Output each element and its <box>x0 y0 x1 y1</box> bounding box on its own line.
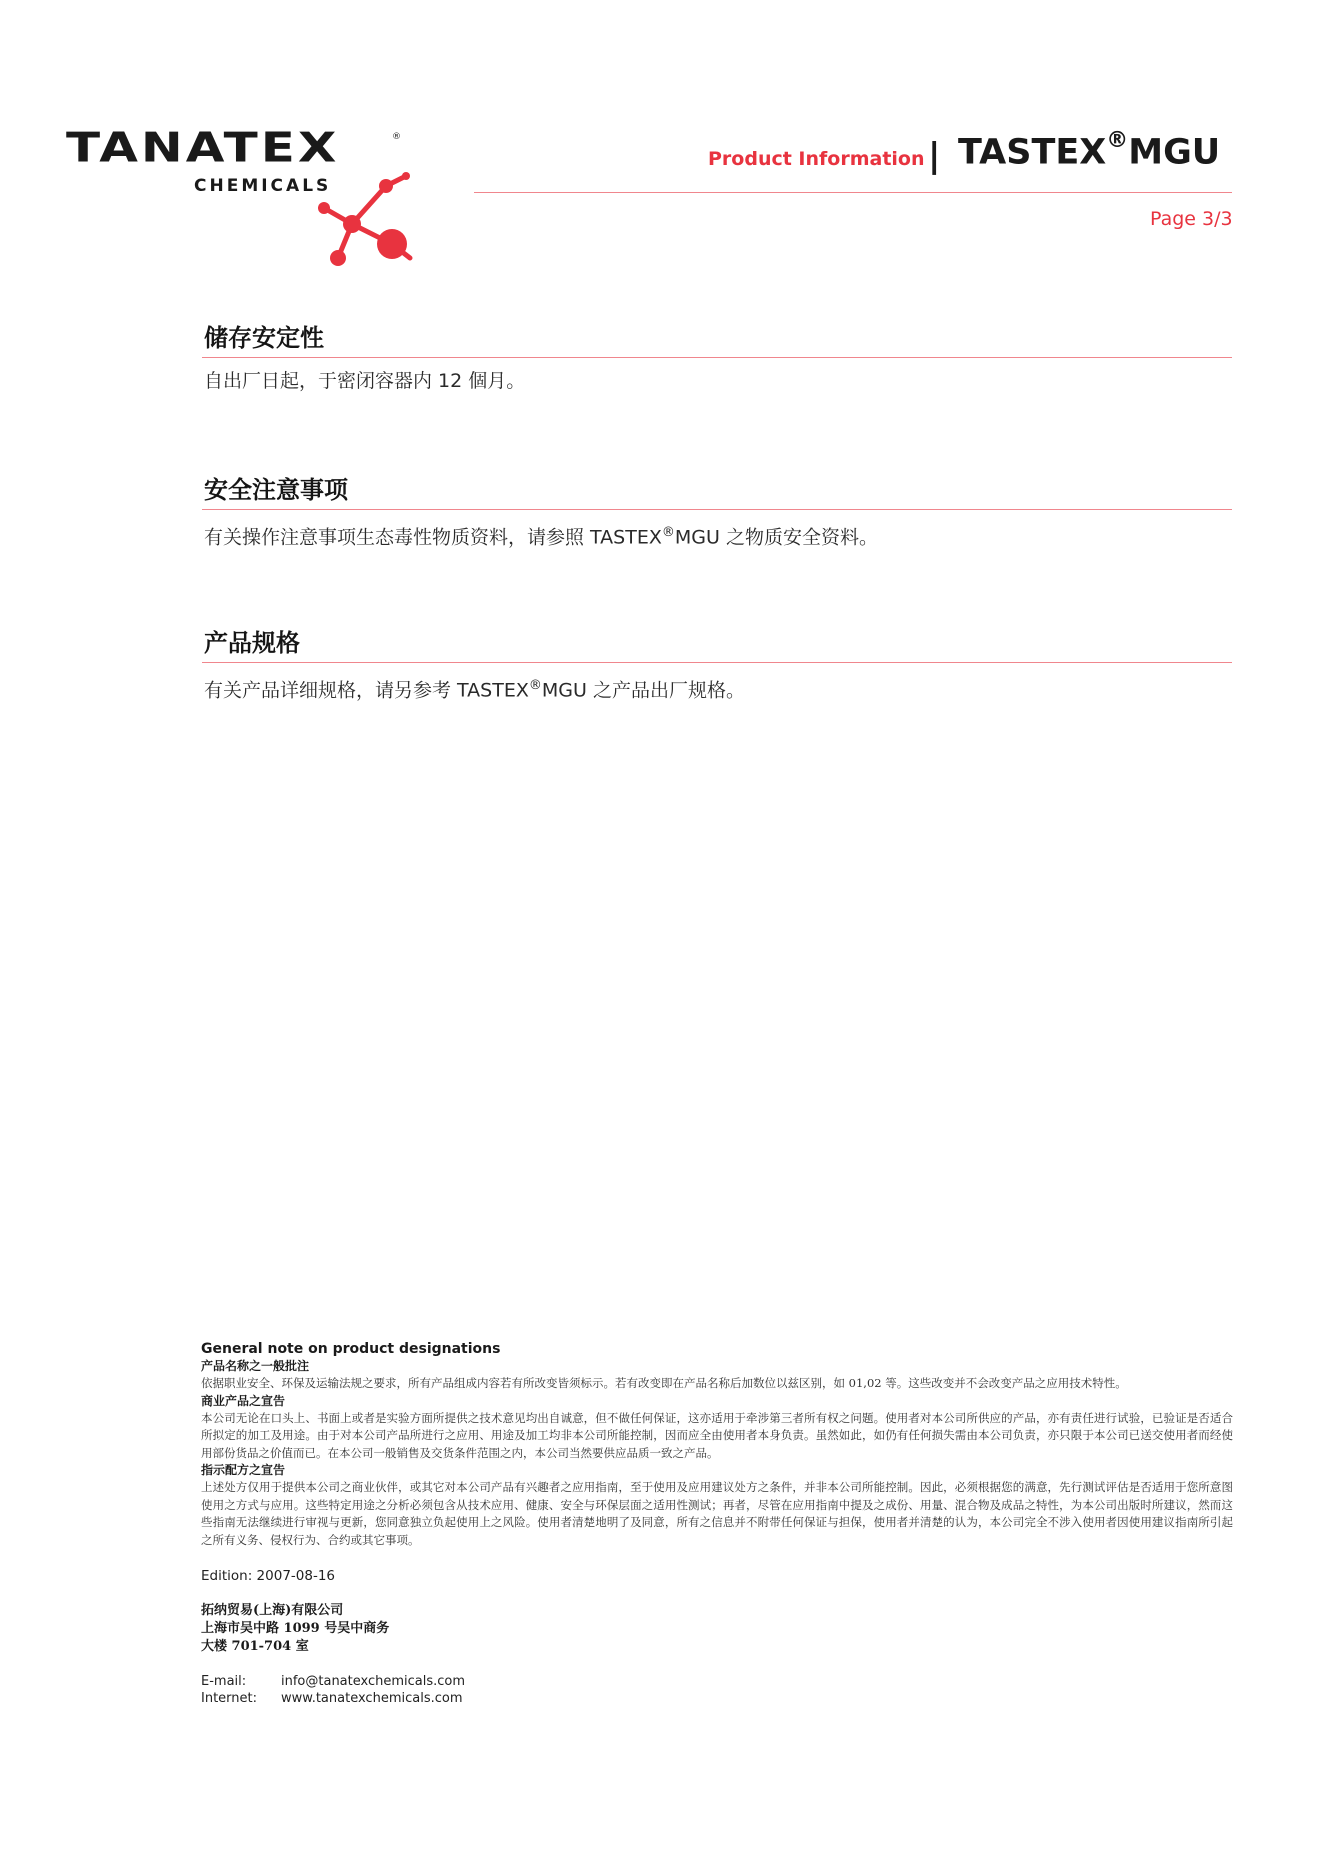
address-line-1: 上海市吴中路 1099 号吴中商务 <box>201 1621 390 1636</box>
internet-label: Internet: <box>201 1691 257 1706</box>
company-logo <box>62 118 422 268</box>
contact-info <box>201 1673 1233 1707</box>
header-rule <box>474 192 1232 193</box>
section-rule <box>202 662 1232 663</box>
section-title: 储存安定性 <box>204 323 324 352</box>
address-line-2: 大楼 701-704 室 <box>201 1639 309 1654</box>
company-address <box>201 1602 1233 1656</box>
page-number: Page 3/3 <box>1150 208 1233 230</box>
logo-registered-mark: ® <box>392 132 401 142</box>
note-paragraph-3: 上述处方仅用于提供本公司之商业伙伴，或其它对本公司产品有兴趣者之应用指南，至于使用及应用建议处方之条件，并非本公司所能控制。因此，必须根据您的满意，先行测试评估是否适用于您所意图使用之方式与应用。这些特定用途之分析必须包含从技术应用、健康、安全与环保层面之适用性测试；再者，尽管在应用指南中提及之成份、用量、混合物及成品之特性，为本公司出版时所建议，然而这些指南无法继续进行审视与更新，您同意独立负起使用上之风险。使用者清楚地明了及同意，所有之信息并不附带任何保证与担保，使用者并清楚的认为，本公司完全不涉入使用者因使用建议指南所引起之所有义务、侵权行为、合约或其它事项。 <box>201 1480 1233 1547</box>
logo-subtitle: CHEMICALS <box>194 176 332 196</box>
email-link[interactable]: info@tanatexchemicals.com <box>281 1674 466 1689</box>
general-note-heading: General note on product designations <box>201 1341 501 1357</box>
note-paragraph-1: 依据职业安全、环保及运输法规之要求，所有产品组成内容若有所改变皆须标示。若有改变即在产品名称后加数位以兹区别，如 01,02 等。这些改变并不会改变产品之应用技术特性。 <box>201 1376 1127 1390</box>
section-body <box>202 520 1232 550</box>
section-body <box>202 673 1232 703</box>
molecule-icon <box>302 166 422 276</box>
body-product-suffix: MGU <box>541 679 587 702</box>
product-title <box>958 128 1221 173</box>
body-product-name: TASTEX <box>457 679 529 702</box>
note-paragraph-2: 本公司无论在口头上、书面上或者是实验方面所提供之技术意见均出自诚意，但不做任何保证，这亦适用于牵涉第三者所有权之问题。使用者对本公司所供应的产品，亦有责任进行试验，已验证是否适合所拟定的加工及用途。由于对本公司产品所进行之应用、用途及加工均非本公司所能控制，因而应全由使用者本身负责。虽然如此，如仍有任何损失需由本公司负责，亦只限于本公司已送交使用者而经使用部份货品之价值而已。在本公司一般销售及交货条件范围之内，本公司当然要供应品质一致之产品。 <box>201 1410 1233 1460</box>
section-title: 产品规格 <box>204 628 300 657</box>
section-body <box>202 368 1232 394</box>
header-separator: | <box>928 136 941 176</box>
body-text-end: 個月。 <box>468 370 526 392</box>
product-name: TASTEX <box>958 132 1107 173</box>
email-label: E-mail: <box>201 1674 247 1689</box>
section-safety-precautions <box>202 475 1232 550</box>
body-product-name: TASTEX <box>590 526 662 549</box>
product-information-label: Product Information <box>708 148 925 170</box>
body-text: 有关产品详细规格，请另参考 <box>204 679 458 702</box>
edition-date: Edition: 2007-08-16 <box>201 1568 336 1584</box>
body-product-suffix: MGU <box>674 526 720 549</box>
section-storage-stability <box>202 323 1232 394</box>
note-subheading-2: 商业产品之宣告 <box>201 1393 286 1408</box>
body-text-end: 之产品出厂规格。 <box>586 679 745 702</box>
section-title: 安全注意事项 <box>204 475 348 504</box>
body-number: 12 <box>432 370 469 392</box>
company-name: 拓纳贸易(上海)有限公司 <box>201 1603 344 1618</box>
note-subheading-1: 产品名称之一般批注 <box>201 1359 310 1373</box>
body-text: 有关操作注意事项生态毒性物质资料，请参照 <box>204 526 591 549</box>
logo-wordmark: TANATEX <box>66 124 340 172</box>
section-product-specification <box>202 628 1232 703</box>
section-rule <box>202 509 1232 510</box>
body-registered-mark: ® <box>661 525 675 540</box>
product-suffix: MGU <box>1128 132 1221 173</box>
body-text-end: 之物质安全资料。 <box>719 526 878 549</box>
footer-notes <box>201 1340 1233 1707</box>
body-text: 自出厂日起，于密闭容器内 <box>204 370 433 392</box>
body-registered-mark: ® <box>528 678 542 693</box>
section-rule <box>202 357 1232 358</box>
website-link[interactable]: www.tanatexchemicals.com <box>281 1691 463 1706</box>
note-subheading-3: 指示配方之宣告 <box>201 1463 286 1477</box>
registered-mark: ® <box>1106 128 1129 153</box>
